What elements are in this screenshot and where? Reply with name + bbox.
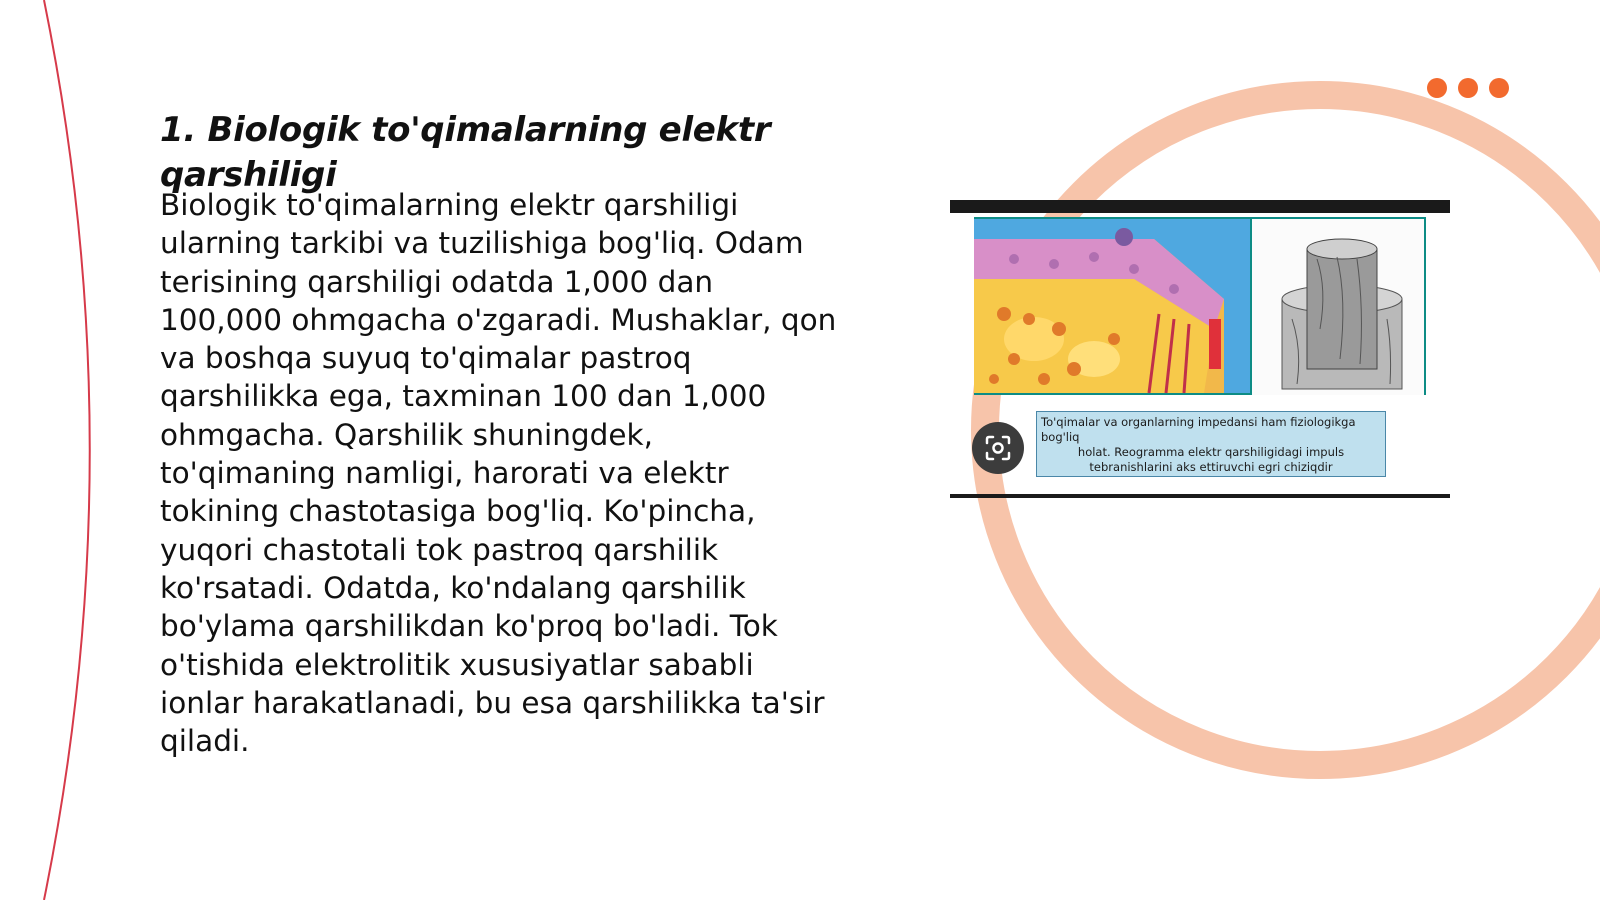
image-search-button[interactable] [972, 422, 1024, 474]
image-search-icon [984, 434, 1012, 462]
dot-icon [1458, 78, 1478, 98]
figure-panel [950, 200, 1450, 500]
figure-top-rule [950, 200, 1450, 213]
left-accent-line [44, 0, 90, 900]
slide-title: 1. Biologik to'qimalarning elektr qarshiligi [160, 110, 771, 195]
dot-icon [1427, 78, 1447, 98]
caption-line-2: holat. Reogramma elektr qarshiligidagi impuls tebranishlarini aks ettiruvchi egri chiziqdir [1077, 445, 1345, 474]
caption-line-1: To'qimalar va organlarning impedansi ham fiziologikga bog'liq [1041, 415, 1356, 444]
slide-body-text: Biologik to'qimalarning elektr qarshiligi ularning tarkibi va tuzilishiga bog'liq. Odam terisining qarshiligi odatda 1,000 dan 100,000 ohmgacha o'zgaradi. Mushaklar, qon va boshqa suyuq to'qimalar pastroq qarshilikka ega, taxminan 100 dan 1,000 ohmgacha. Qarshilik shuningdek, to'qimaning namligi, harorati va elektr tokining chastotasiga bog'liq. Ko'pincha, yuqori chastotali tok pastroq qarshilik ko'rsatadi. Odatda, ko'ndalang qarshilik bo'ylama qarshilikdan ko'proq bo'ladi. Tok o'tishida elektrolitik xususiyatlar sababli ionlar harakatlanadi, bu esa qarshilikka ta'sir qiladi. [160, 188, 837, 759]
bone-structure-illustration [1252, 219, 1424, 395]
tissue-cross-section-illustration [974, 219, 1250, 393]
dots-menu[interactable] [1427, 78, 1509, 98]
figure-caption [1036, 411, 1386, 477]
dot-icon [1489, 78, 1509, 98]
figure-bottom-rule [950, 494, 1450, 498]
